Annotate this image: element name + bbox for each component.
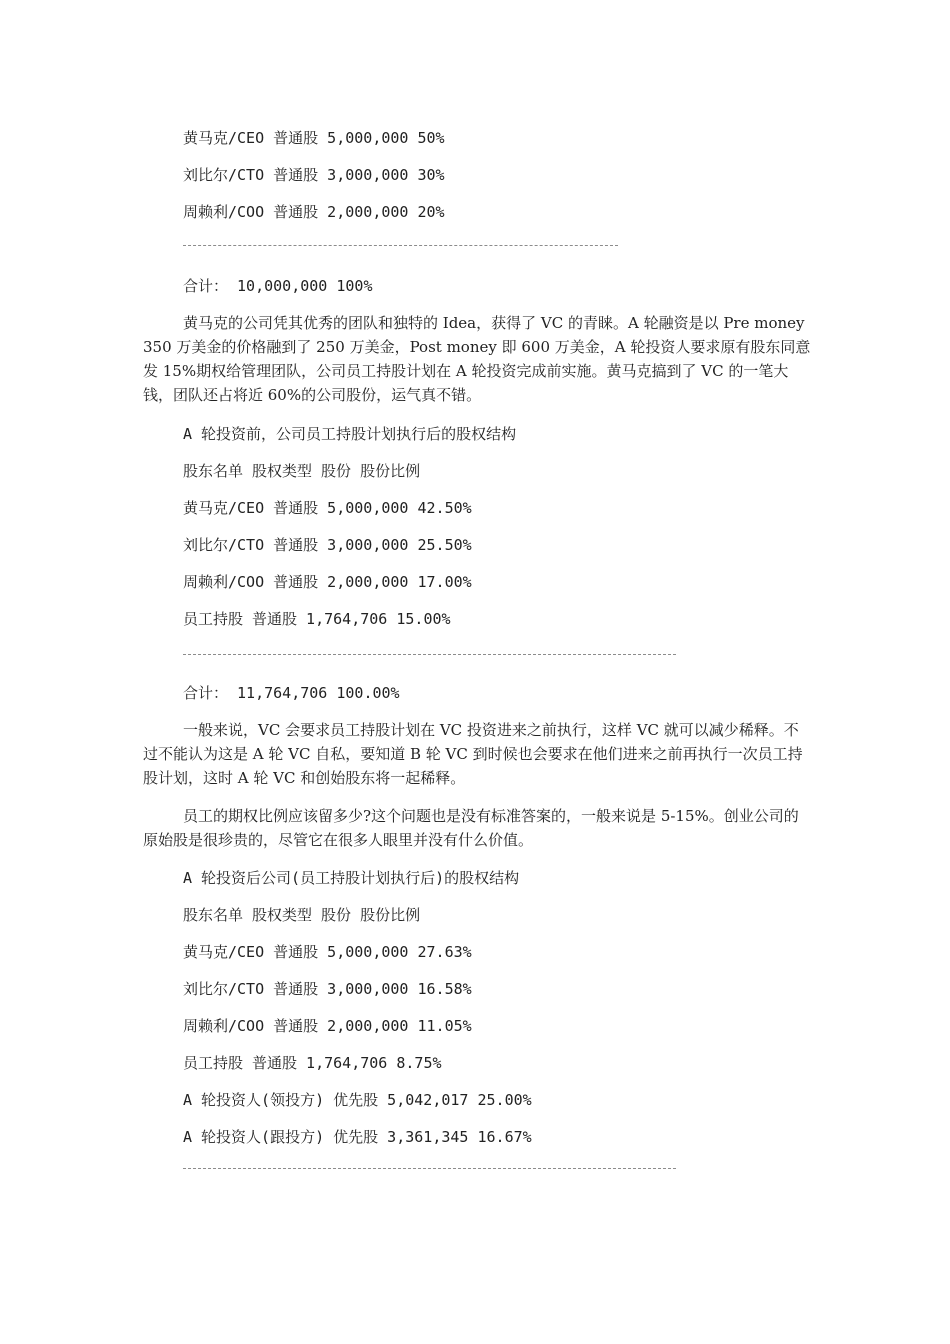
table1-row-ceo: 黄马克/CEO 普通股 5,000,000 50%	[183, 129, 445, 147]
paragraph-series-a-text: 黄马克的公司凭其优秀的团队和独特的 Idea，获得了 VC 的青睐。A 轮融资是以 Pre money 350 万美金的价格融到了 250 万美金，Post money 即 600 万美金，A 轮投资人要求原有股东同意发 15%期权给管理团队，公司员工持股计划在 A 轮投资完成前实施。黄马克搞到了 VC 的一笔大钱，团队还占将近 60%的公司股份，运气真不错。	[143, 314, 811, 404]
table1-row-cto: 刘比尔/CTO 普通股 3,000,000 30%	[183, 166, 445, 184]
table3-row-cto: 刘比尔/CTO 普通股 3,000,000 16.58%	[183, 980, 472, 998]
table2-row-coo: 周赖利/COO 普通股 2,000,000 17.00%	[183, 573, 472, 591]
table3-row-lead-investor: A 轮投资人(领投方) 优先股 5,042,017 25.00%	[183, 1091, 532, 1109]
table3-header: 股东名单 股权类型 股份 股份比例	[183, 906, 421, 924]
table2-divider	[183, 654, 676, 655]
table3-title: A 轮投资后公司(员工持股计划执行后)的股权结构	[183, 869, 520, 887]
paragraph-dilution	[143, 718, 813, 790]
table1-total: 合计： 10,000,000 100%	[183, 277, 373, 295]
table2-row-cto: 刘比尔/CTO 普通股 3,000,000 25.50%	[183, 536, 472, 554]
paragraph-option-pool	[143, 804, 813, 852]
table1-divider	[183, 245, 618, 246]
table3-row-follow-investor: A 轮投资人(跟投方) 优先股 3,361,345 16.67%	[183, 1128, 532, 1146]
table1-row-coo: 周赖利/COO 普通股 2,000,000 20%	[183, 203, 445, 221]
table3-row-employee: 员工持股 普通股 1,764,706 8.75%	[183, 1054, 442, 1072]
paragraph-series-a	[143, 311, 813, 407]
table2-title: A 轮投资前，公司员工持股计划执行后的股权结构	[183, 425, 517, 443]
table2-total: 合计： 11,764,706 100.00%	[183, 684, 400, 702]
paragraph-option-pool-text: 员工的期权比例应该留多少?这个问题也是没有标准答案的，一般来说是 5-15%。创业公司的原始股是很珍贵的，尽管它在很多人眼里并没有什么价值。	[143, 807, 799, 849]
table3-divider	[183, 1168, 676, 1169]
table2-row-employee: 员工持股 普通股 1,764,706 15.00%	[183, 610, 451, 628]
table2-row-ceo: 黄马克/CEO 普通股 5,000,000 42.50%	[183, 499, 472, 517]
table3-row-coo: 周赖利/COO 普通股 2,000,000 11.05%	[183, 1017, 472, 1035]
table3-row-ceo: 黄马克/CEO 普通股 5,000,000 27.63%	[183, 943, 472, 961]
table2-header: 股东名单 股权类型 股份 股份比例	[183, 462, 421, 480]
paragraph-dilution-text: 一般来说，VC 会要求员工持股计划在 VC 投资进来之前执行，这样 VC 就可以减少稀释。不过不能认为这是 A 轮 VC 自私，要知道 B 轮 VC 到时候也会要求在他们进来之前再执行一次员工持股计划，这时 A 轮 VC 和创始股东将一起稀释。	[143, 721, 803, 787]
